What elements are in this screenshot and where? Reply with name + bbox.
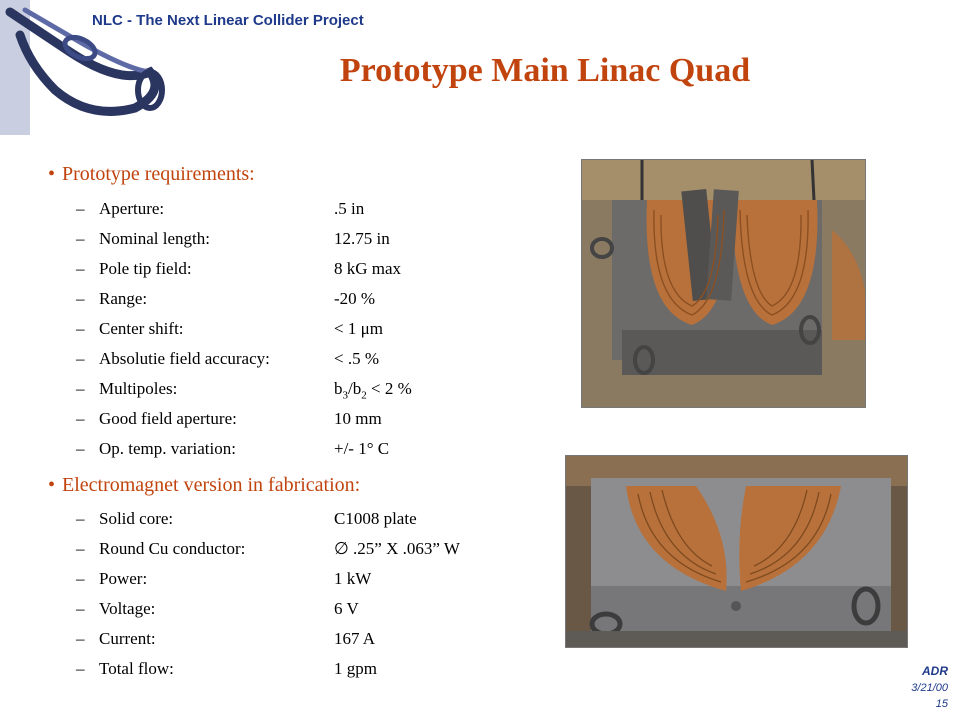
bullet-dot: • xyxy=(48,163,56,185)
footer-date: 3/21/00 xyxy=(911,682,948,694)
requirements-heading: • Prototype requirements: xyxy=(48,163,255,185)
footer-author: ADR xyxy=(922,664,948,678)
quad-prototype-photo-front xyxy=(565,455,908,648)
footer-page-number: 15 xyxy=(935,698,948,710)
project-title: NLC - The Next Linear Collider Project xyxy=(92,12,364,29)
slide-title: Prototype Main Linac Quad xyxy=(339,52,751,89)
fabrication-heading: • Electromagnet version in fabrication: xyxy=(48,474,361,496)
quad-prototype-photo-top xyxy=(581,159,866,408)
bullet-dot: • xyxy=(48,474,56,496)
